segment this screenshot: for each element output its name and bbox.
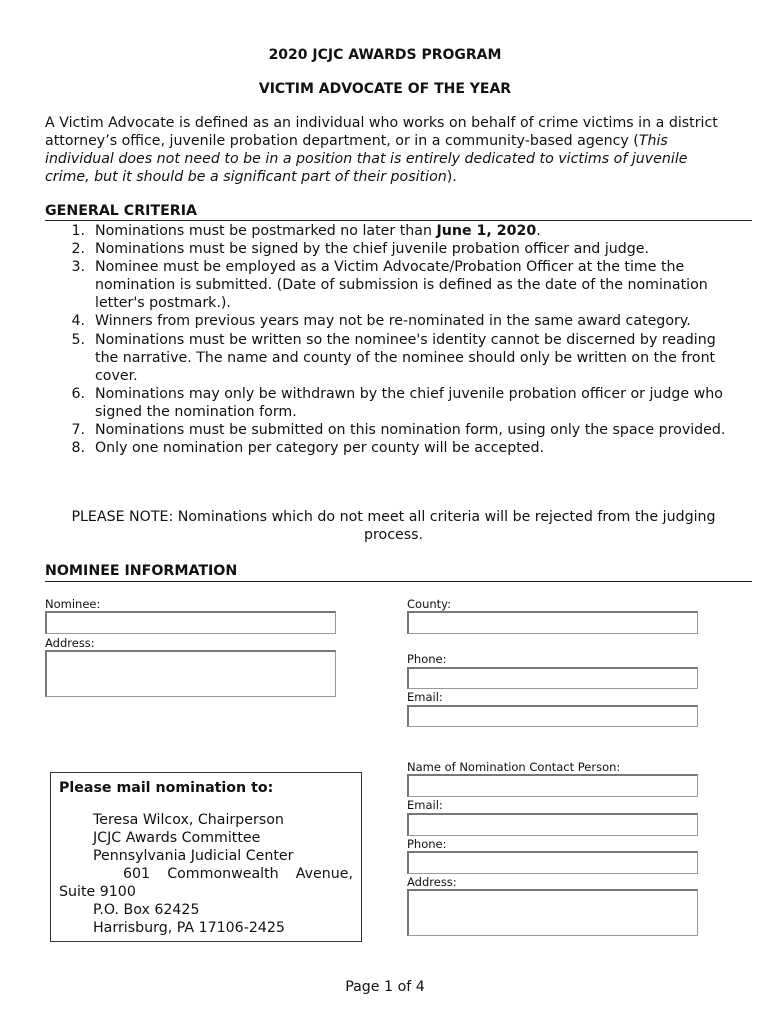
mailing-line: 601 Commonwealth Avenue, xyxy=(123,866,353,882)
list-item: 6. Nominations may only be withdrawn by the chief juvenile probation officer or judge who signed the nomination form. xyxy=(71,385,723,420)
address-label: Address: xyxy=(45,636,95,650)
list-item: 7. Nominations must be submitted on this nomination form, using only the space provided. xyxy=(71,422,726,439)
list-item: 4. Winners from previous years may not be re-nominated in the same award category. xyxy=(71,313,691,330)
contact-email-field[interactable] xyxy=(407,813,698,836)
phone-label: Phone: xyxy=(407,652,447,666)
contact-address-label: Address: xyxy=(407,875,457,889)
nominee-field[interactable] xyxy=(45,611,336,634)
email-label: Email: xyxy=(407,690,443,704)
list-item: 5. Nominations must be written so the nominee's identity cannot be discerned by reading the narrative. The name and county of the nominee should only be written on the front cover. xyxy=(71,331,716,384)
contact-email-label: Email: xyxy=(407,798,443,812)
contact-phone-field[interactable] xyxy=(407,851,698,874)
contact-person-label: Name of Nomination Contact Person: xyxy=(407,760,621,774)
page-title: 2020 JCJC AWARDS PROGRAM xyxy=(268,47,502,63)
contact-phone-label: Phone: xyxy=(407,837,447,851)
contact-person-field[interactable] xyxy=(407,774,698,797)
nominee-label: Nominee: xyxy=(45,597,101,611)
award-category-title: VICTIM ADVOCATE OF THE YEAR xyxy=(258,81,512,97)
mailing-heading: Please mail nomination to: xyxy=(59,780,274,796)
address-field[interactable] xyxy=(45,650,336,697)
list-item: 8. Only one nomination per category per county will be accepted. xyxy=(71,440,545,457)
email-field[interactable] xyxy=(407,705,698,727)
contact-address-field[interactable] xyxy=(407,889,698,936)
county-label: County: xyxy=(407,597,451,611)
general-criteria-heading: GENERAL CRITERIA xyxy=(45,203,752,221)
phone-field[interactable] xyxy=(407,667,698,689)
mailing-line: Suite 9100 xyxy=(59,884,136,900)
county-field[interactable] xyxy=(407,611,698,634)
nominee-information-heading: NOMINEE INFORMATION xyxy=(45,563,752,582)
list-item: 3. Nominee must be employed as a Victim Advocate/Probation Officer at the time the nomination is submitted. (Date of submission is defined as the date of the nomination letter's postmark.). xyxy=(71,259,708,312)
intro-paragraph: A Victim Advocate is defined as an individual who works on behalf of crime victims in a district attorney’s office, juvenile probation department, or in a community-based agency (This individual does not need to be in a position that is entirely dedicated to victims of juvenile crime, but it should be a significant part of their position). xyxy=(45,115,718,185)
list-item: 1. Nominations must be postmarked no later than June 1, 2020. xyxy=(71,223,541,239)
mailing-line: P.O. Box 62425 xyxy=(93,902,200,918)
please-note: PLEASE NOTE: Nominations which do not meet all criteria will be rejected from the judging process. xyxy=(71,509,716,543)
mailing-line: Teresa Wilcox, Chairperson xyxy=(93,812,284,828)
criteria-list xyxy=(45,222,735,457)
mailing-address-box xyxy=(50,772,362,942)
page-number: Page 1 of 4 xyxy=(345,979,425,995)
list-item: 2. Nominations must be signed by the chief juvenile probation officer and judge. xyxy=(71,241,650,258)
mailing-line: Pennsylvania Judicial Center xyxy=(93,848,294,864)
mailing-line: JCJC Awards Committee xyxy=(93,830,261,846)
mailing-line: Harrisburg, PA 17106-2425 xyxy=(93,920,285,936)
